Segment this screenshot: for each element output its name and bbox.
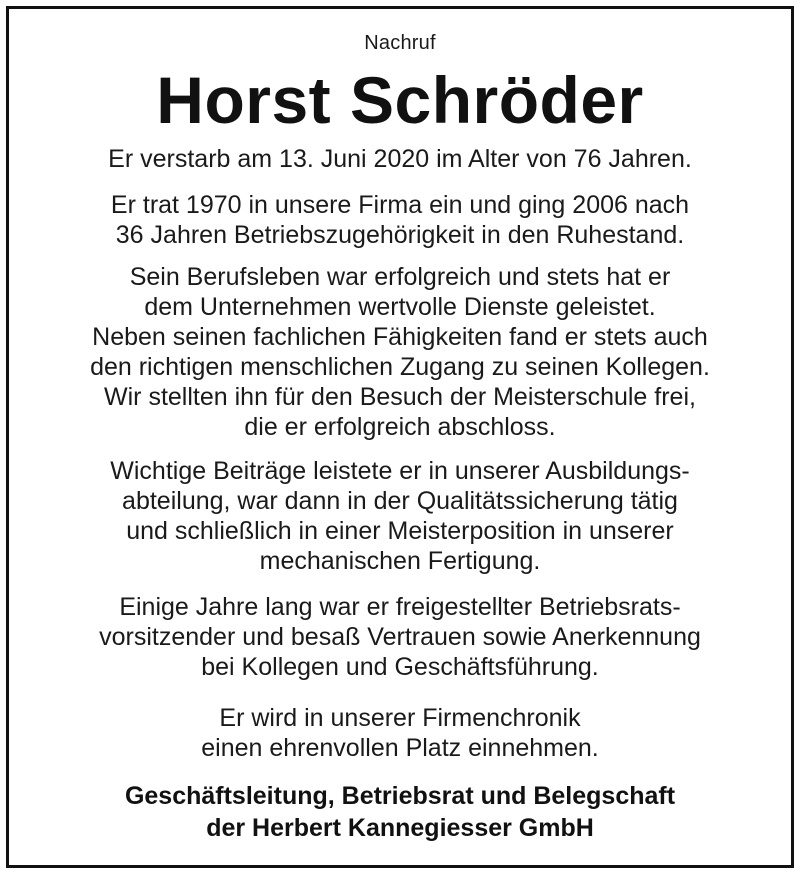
text-line: abteilung, war dann in der Qualitätssicherung tätig: [122, 487, 678, 515]
signature-company: der Herbert Kannegiesser GmbH: [206, 814, 594, 842]
text-line: Er wird in unserer Firmenchronik: [219, 704, 581, 732]
notice-label: Nachruf: [364, 32, 436, 54]
text-line: dem Unternehmen wertvolle Dienste geleistet.: [144, 293, 656, 321]
signature-line: Geschäftsleitung, Betriebsrat und Belegschaft: [124, 782, 676, 810]
text-line: vorsitzender und besaß Vertrauen sowie Anerkennung: [99, 623, 701, 651]
paragraph-employment: [0, 190, 800, 250]
text-line: mechanischen Fertigung.: [259, 547, 541, 575]
text-line: Wir stellten ihn für den Besuch der Meisterschule frei,: [104, 383, 696, 411]
text-line: die er erfolgreich abschloss.: [244, 413, 556, 441]
paragraph-death-date: [0, 144, 800, 174]
paragraph-remembrance: [0, 703, 800, 763]
signature-block: [0, 780, 800, 844]
text-line: Einige Jahre lang war er freigestellter Betriebsrats-: [119, 593, 681, 621]
text-line: bei Kollegen und Geschäftsführung.: [201, 653, 599, 681]
deceased-name: Horst Schröder: [156, 63, 644, 137]
text-line: Neben seinen fachlichen Fähigkeiten fand er stets auch: [92, 323, 708, 351]
text-line: den richtigen menschlichen Zugang zu seinen Kollegen.: [90, 353, 710, 381]
text-line: Er verstarb am 13. Juni 2020 im Alter von 76 Jahren.: [108, 145, 692, 173]
text-line: und schließlich in einer Meisterposition in unserer: [126, 517, 674, 545]
text-line: Wichtige Beiträge leistete er in unserer Ausbildungs-: [110, 457, 690, 485]
paragraph-contributions: [0, 456, 800, 576]
text-line: Sein Berufsleben war erfolgreich und stets hat er: [129, 263, 671, 291]
paragraph-career: [0, 262, 800, 442]
text-line: 36 Jahren Betriebszugehörigkeit in den Ruhestand.: [115, 221, 685, 249]
text-line: Er trat 1970 in unsere Firma ein und ging 2006 nach: [110, 191, 690, 219]
text-line: einen ehrenvollen Platz einnehmen.: [201, 734, 599, 762]
paragraph-works-council: [0, 592, 800, 682]
